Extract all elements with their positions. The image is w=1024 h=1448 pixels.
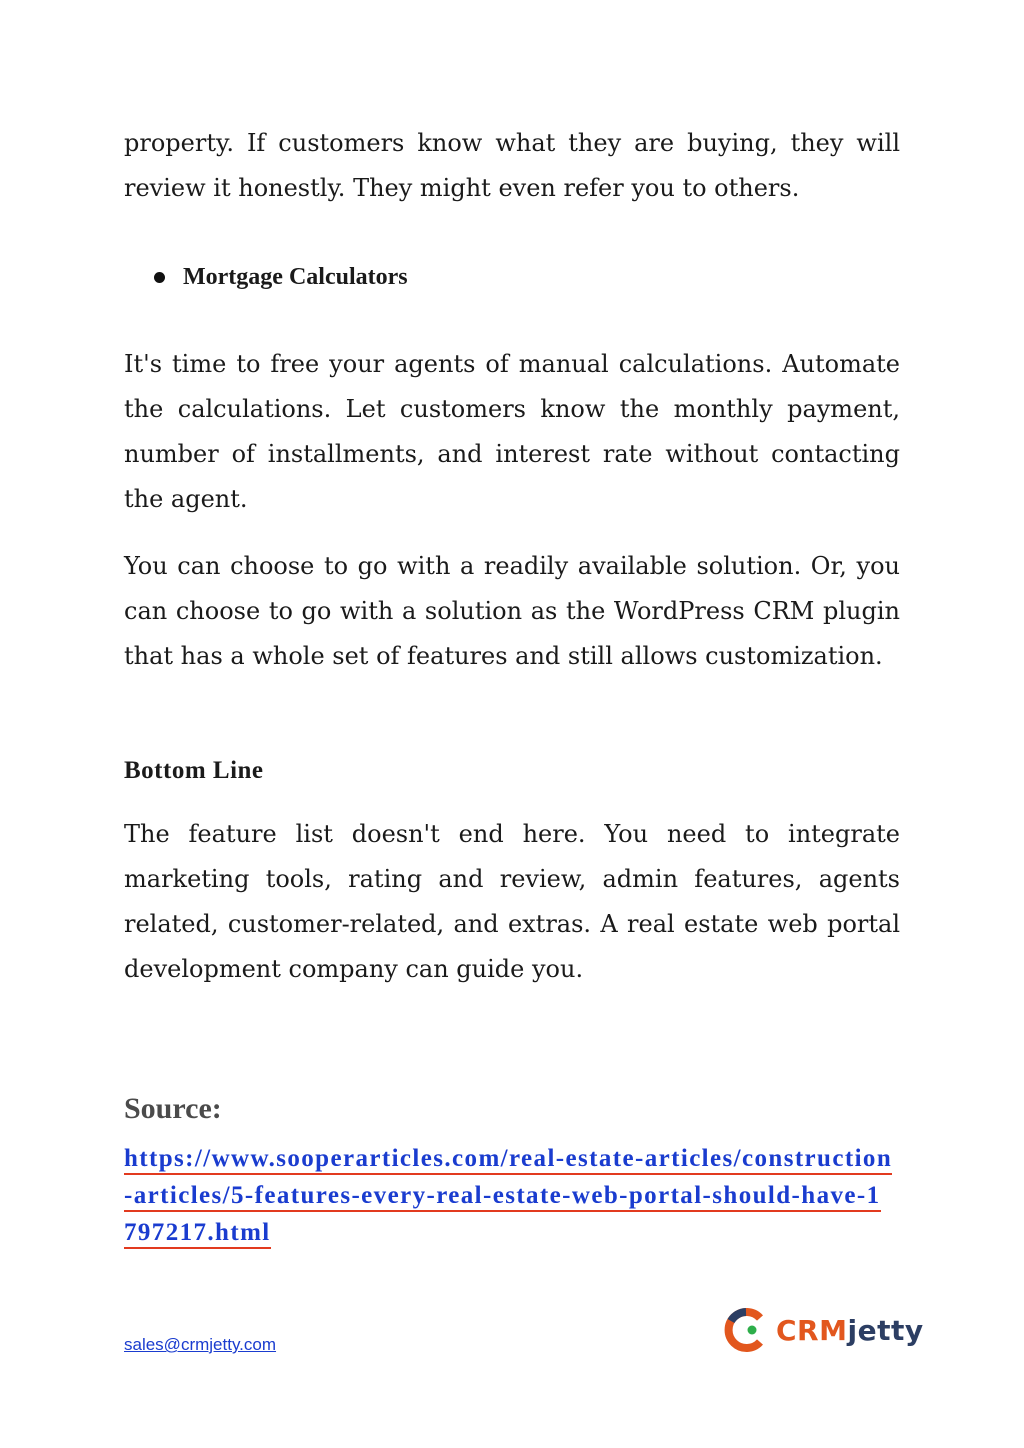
logo-wordmark <box>776 1314 924 1347</box>
bullet-icon <box>154 272 165 283</box>
source-label: Source: <box>124 1092 222 1125</box>
intro-paragraph: property. If customers know what they are buying, they will review it honestly. They might even refer you to others. <box>124 129 900 202</box>
crmjetty-logo-icon <box>722 1306 770 1354</box>
paragraph-mortgage: It's time to free your agents of manual calculations. Automate the calculations. Let customers know the monthly payment, number of installments, and interest rate without contacting the agent. <box>124 350 900 513</box>
bullet-label: Mortgage Calculators <box>183 264 408 290</box>
footer-email-link[interactable]: sales@crmjetty.com <box>124 1335 277 1354</box>
document-page <box>124 0 924 1448</box>
source-link[interactable] <box>124 1140 894 1251</box>
bullet-item-mortgage-calculators <box>154 264 408 291</box>
logo-text-jetty: jetty <box>847 1313 924 1347</box>
logo-text-crm: CRM <box>776 1313 848 1347</box>
crmjetty-logo <box>722 1306 924 1354</box>
closing-paragraph: The feature list doesn't end here. You need to integrate marketing tools, rating and review, admin features, agents related, customer-related, and extras. A real estate web portal development company can guide you. <box>124 820 900 983</box>
paragraph-solution: You can choose to go with a readily available solution. Or, you can choose to go with a solution as the WordPress CRM plugin that has a whole set of features and still allows customization. <box>124 552 900 670</box>
source-link-text[interactable]: https://www.sooperarticles.com/real-estate-articles/construction-articles/5-features-every-real-estate-web-portal-should-have-1797217.html <box>124 1145 892 1249</box>
section-heading: Bottom Line <box>124 757 264 784</box>
